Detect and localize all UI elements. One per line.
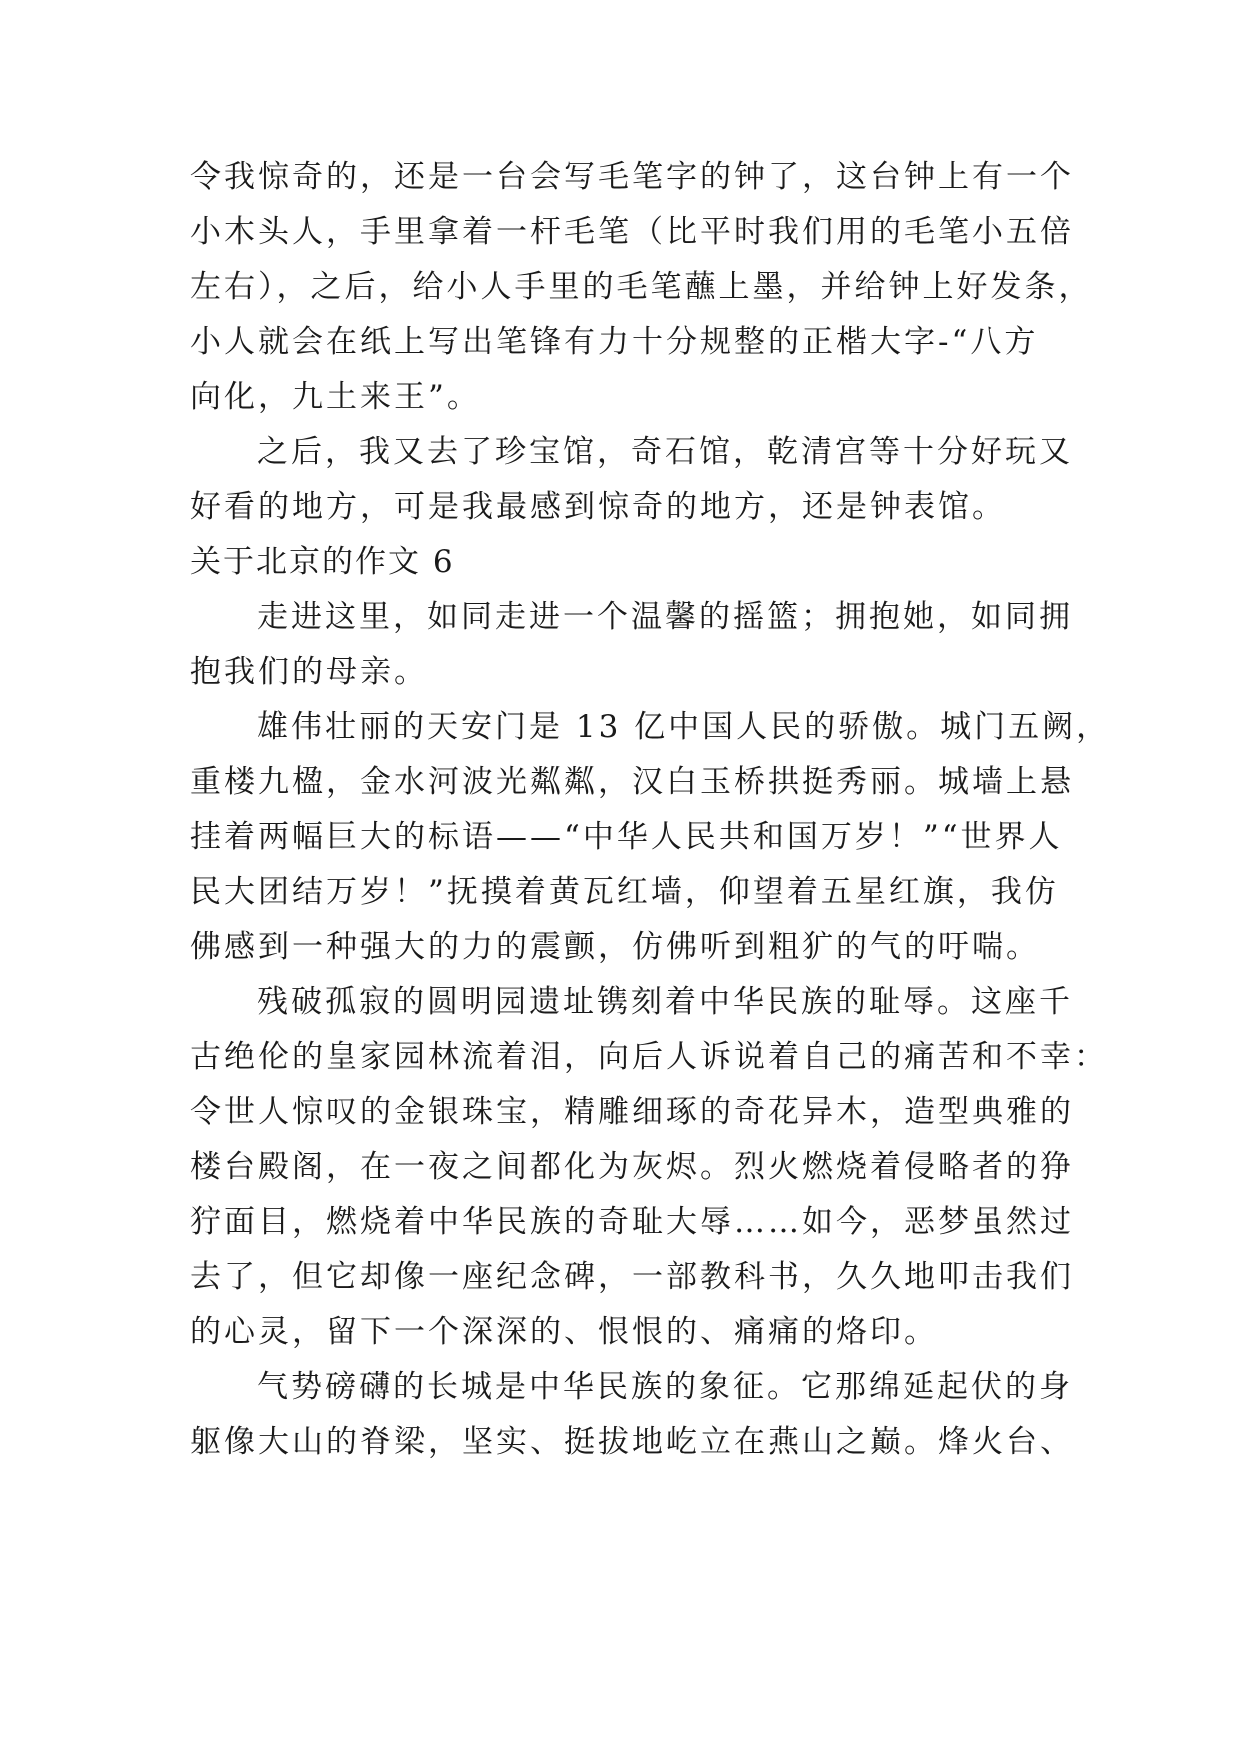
paragraph-line: 好看的地方，可是我最感到惊奇的地方，还是钟表馆。 [190,489,1006,525]
paragraph-line: 躯像大山的脊梁，坚实、挺拔地屹立在燕山之巅。烽火台、 [190,1424,1074,1460]
paragraph-line: 左右），之后，给小人手里的毛笔蘸上墨，并给钟上好发条， [190,269,1093,305]
paragraph-line: 抱我们的母亲。 [190,654,428,690]
paragraph-line: 残破孤寂的圆明园遗址镌刻着中华民族的耻辱。这座千 [257,984,1073,1020]
paragraph-line: 令我惊奇的，还是一台会写毛笔字的钟了，这台钟上有一个 [190,159,1074,195]
paragraph-line: 楼台殿阁，在一夜之间都化为灰烬。烈火燃烧着侵略者的狰 [190,1149,1074,1185]
paragraph-line: 之后，我又去了珍宝馆，奇石馆，乾清宫等十分好玩又 [257,434,1073,470]
paragraph-line: 重楼九楹，金水河波光粼粼，汉白玉桥拱挺秀丽。城墙上悬 [190,764,1074,800]
paragraph-line: 小木头人，手里拿着一杆毛笔（比平时我们用的毛笔小五倍 [190,214,1074,250]
paragraph-line: 佛感到一种强大的力的震颤，仿佛听到粗犷的气的吁喘。 [190,929,1040,965]
paragraph-line: 狞面目，燃烧着中华民族的奇耻大辱……如今，恶梦虽然过 [190,1204,1074,1240]
paragraph-line: 民大团结万岁！”抚摸着黄瓦红墙，仰望着五星红旗，我仿 [190,874,1059,910]
paragraph-line: 气势磅礴的长城是中华民族的象征。它那绵延起伏的身 [257,1369,1073,1405]
section-heading: 关于北京的作文 6 [190,544,455,580]
paragraph-line: 令世人惊叹的金银珠宝，精雕细琢的奇花异木，造型典雅的 [190,1094,1074,1130]
paragraph-line: 走进这里，如同走进一个温馨的摇篮；拥抱她，如同拥 [257,599,1073,635]
paragraph-line: 向化，九土来王”。 [190,379,481,415]
paragraph-line: 去了，但它却像一座纪念碑，一部教科书，久久地叩击我们 [190,1259,1074,1295]
paragraph-line: 的心灵，留下一个深深的、恨恨的、痛痛的烙印。 [190,1314,938,1350]
paragraph-line: 古绝伦的皇家园林流着泪，向后人诉说着自己的痛苦和不幸： [190,1039,1108,1075]
paragraph-line: 挂着两幅巨大的标语——“中华人民共和国万岁！”“世界人 [190,819,1063,855]
paragraph-line: 雄伟壮丽的天安门是 13 亿中国人民的骄傲。城门五阙， [257,709,1111,745]
paragraph-line: 小人就会在纸上写出笔锋有力十分规整的正楷大字-“八方 [190,324,1039,360]
